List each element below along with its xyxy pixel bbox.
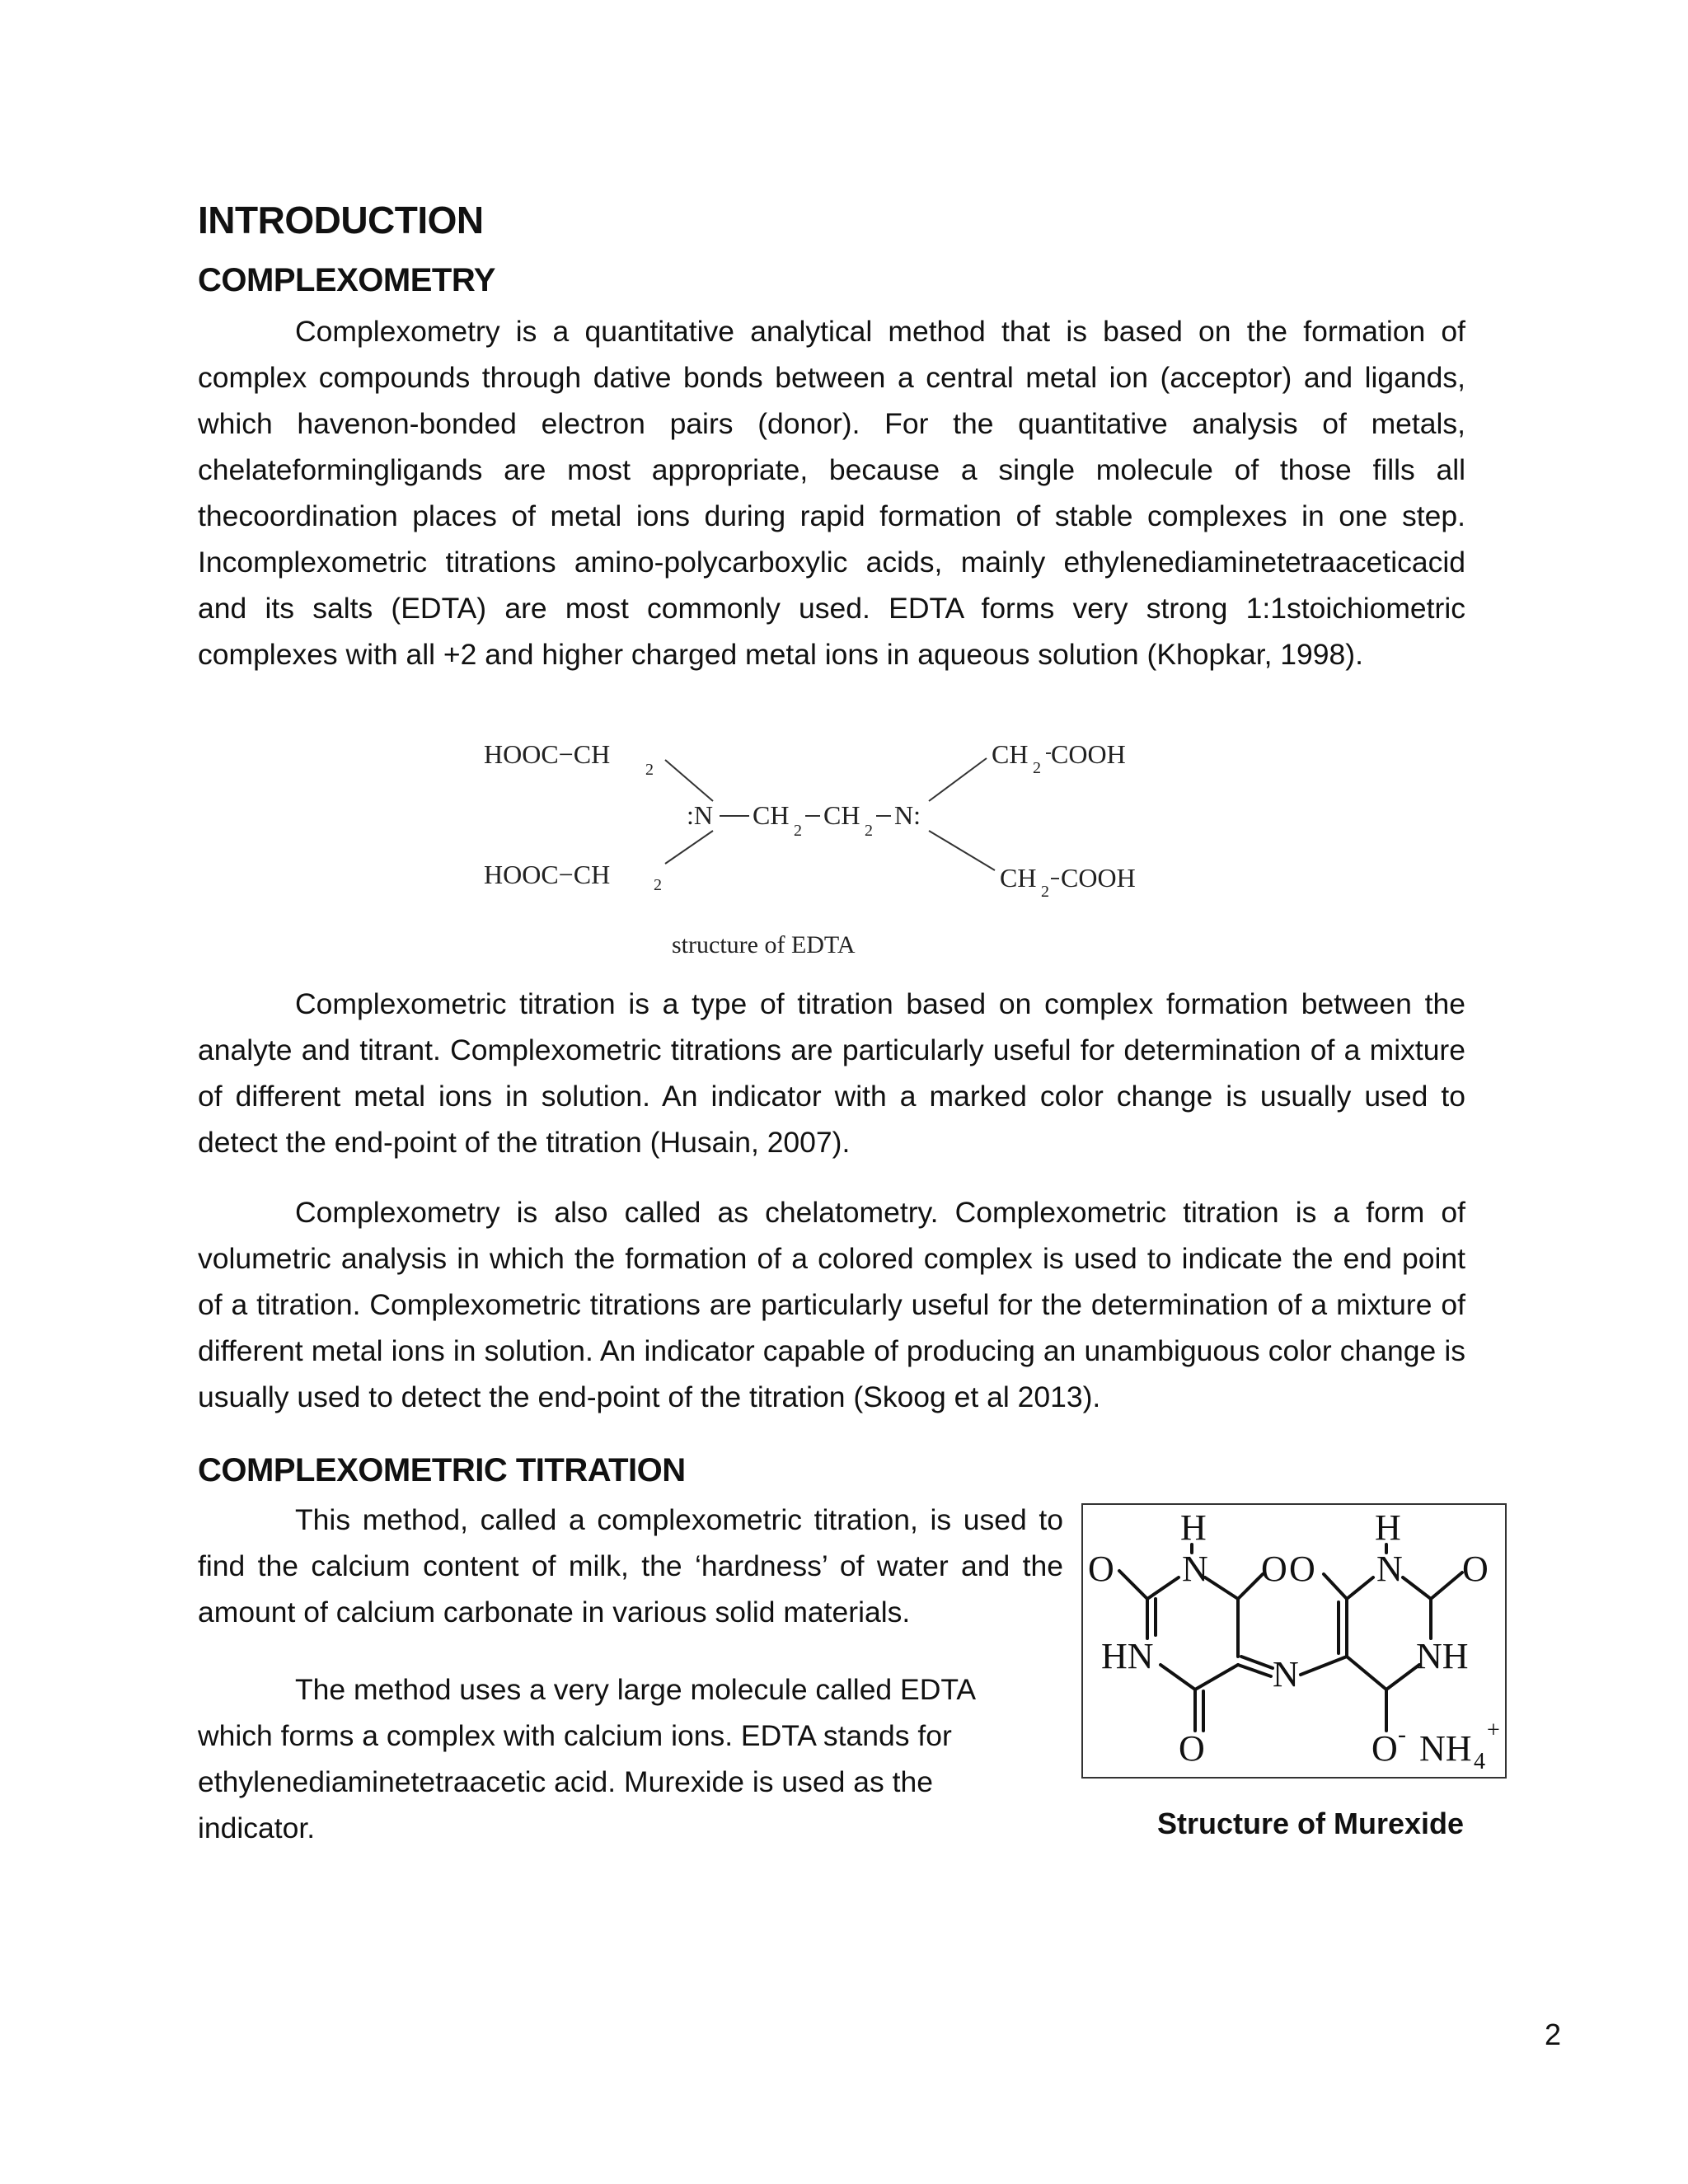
murexide-atom-n-right: N (1376, 1549, 1403, 1589)
murexide-atom-o-2: O (1261, 1549, 1287, 1589)
heading-complexometric-titration: COMPLEXOMETRIC TITRATION (198, 1452, 686, 1488)
edta-ch-1: CH (753, 800, 790, 830)
edta-n-right: N: (894, 800, 921, 830)
edta-bottom-right-cooh: COOH (1061, 863, 1136, 893)
edta-sub-ch-2: 2 (865, 822, 873, 840)
edta-top-right-cooh: COOH (1051, 739, 1126, 769)
edta-sub-top-right: 2 (1033, 759, 1041, 777)
murexide-atom-o-4: O (1462, 1549, 1489, 1589)
murexide-atom-four: 4 (1474, 1749, 1485, 1774)
edta-structure-figure (474, 725, 1199, 964)
edta-bond (929, 831, 995, 870)
edta-top-right-ch: CH (992, 739, 1029, 769)
paragraph-1-text: Complexometry is a quantitative analytical method that is based on the formation of complex compounds through dative bonds between a central metal ion (acceptor) and ligands, which havenon-bonded electron pairs (donor). For the quantitative analysis of metals, chelateformingligands are most appropriate, because a single molecule of those fills all thecoordination places of metal ions during rapid formation of stable complexes in one step. Incomplexometric titrations amino-polycarboxylic acids, mainly ethylenediaminetetraaceticacid and its salts (EDTA) are most commonly used. EDTA forms very strong 1:1stoichiometric complexes with all +2 and higher charged metal ions in aqueous solution (Khopkar, 1998). (198, 315, 1465, 671)
paragraph-4-text: This method, called a complexometric titration, is used to find the calcium content of milk, the ‘hardness’ of water and the amount of calcium carbonate in various solid materials. (198, 1503, 1063, 1629)
heading-introduction: INTRODUCTION (198, 199, 484, 241)
edta-bottom-right-ch: CH (1000, 863, 1037, 893)
murexide-atom-n-left: N (1182, 1549, 1208, 1589)
page-number: 2 (1545, 2018, 1562, 2051)
edta-label-bottom-left: HOOC−CH (484, 860, 611, 889)
murexide-atom-minus: - (1398, 1721, 1406, 1748)
murexide-atom-nh: NH (1416, 1636, 1469, 1676)
heading-complexometry: COMPLEXOMETRY (198, 262, 495, 298)
murexide-atom-nh4: NH (1419, 1728, 1472, 1769)
murexide-atom-plus: + (1487, 1718, 1500, 1743)
paragraph-3-text: Complexometry is also called as chelatometry. Complexometric titration is a form of volumetric analysis in which the formation of a colored complex is used to indicate the end point of a titration. Complexometric titrations are particularly useful for the determination of a mixture of different metal ions in solution. An indicator capable of producing an unambiguous color change is usually used to detect the end-point of the titration (Skoog et al 2013). (198, 1196, 1465, 1413)
paragraph-2 (198, 981, 1465, 1165)
murexide-atom-o-bottom-right: O (1372, 1728, 1398, 1769)
paragraph-4 (198, 1497, 1063, 1635)
paragraph-2-text: Complexometric titration is a type of titration based on complex formation between the analyte and titrant. Complexometric titrations are particularly useful for determination of a mixture of different metal ions in solution. An indicator with a marked color change is usually used to detect the end-point of the titration (Husain, 2007). (198, 987, 1465, 1159)
edta-n-left: :N (687, 800, 713, 830)
edta-caption: structure of EDTA (672, 931, 856, 958)
edta-sub-ch-1: 2 (794, 822, 802, 840)
edta-sub-bottom-left: 2 (654, 876, 662, 894)
murexide-atom-o-3: O (1289, 1549, 1315, 1589)
paragraph-3 (198, 1189, 1465, 1420)
edta-ch-2: CH (823, 800, 860, 830)
murexide-atom-h-right: H (1375, 1507, 1401, 1548)
edta-sub-top-left: 2 (645, 761, 654, 779)
edta-bond (929, 758, 987, 801)
paragraph-1 (198, 308, 1465, 677)
paragraph-5 (198, 1666, 989, 1851)
murexide-caption: Structure of Murexide (1157, 1807, 1465, 1840)
murexide-atom-hn: HN (1101, 1636, 1154, 1676)
edta-sub-bottom-right: 2 (1041, 883, 1049, 901)
edta-bond (665, 831, 713, 864)
paragraph-5-text: The method uses a very large molecule called EDTA which forms a complex with calcium ions. EDTA stands for ethylenediaminetetraacetic acid. Murexide is used as the indicator. (198, 1673, 975, 1844)
edta-bond (665, 760, 713, 801)
murexide-atom-h-left: H (1180, 1507, 1207, 1548)
murexide-structure-figure (1081, 1503, 1507, 1779)
murexide-atom-o-1: O (1088, 1549, 1114, 1589)
murexide-atom-o-bottom-left: O (1179, 1728, 1205, 1769)
edta-label-top-left: HOOC−CH (484, 739, 611, 769)
murexide-atom-n-center: N (1273, 1654, 1299, 1694)
